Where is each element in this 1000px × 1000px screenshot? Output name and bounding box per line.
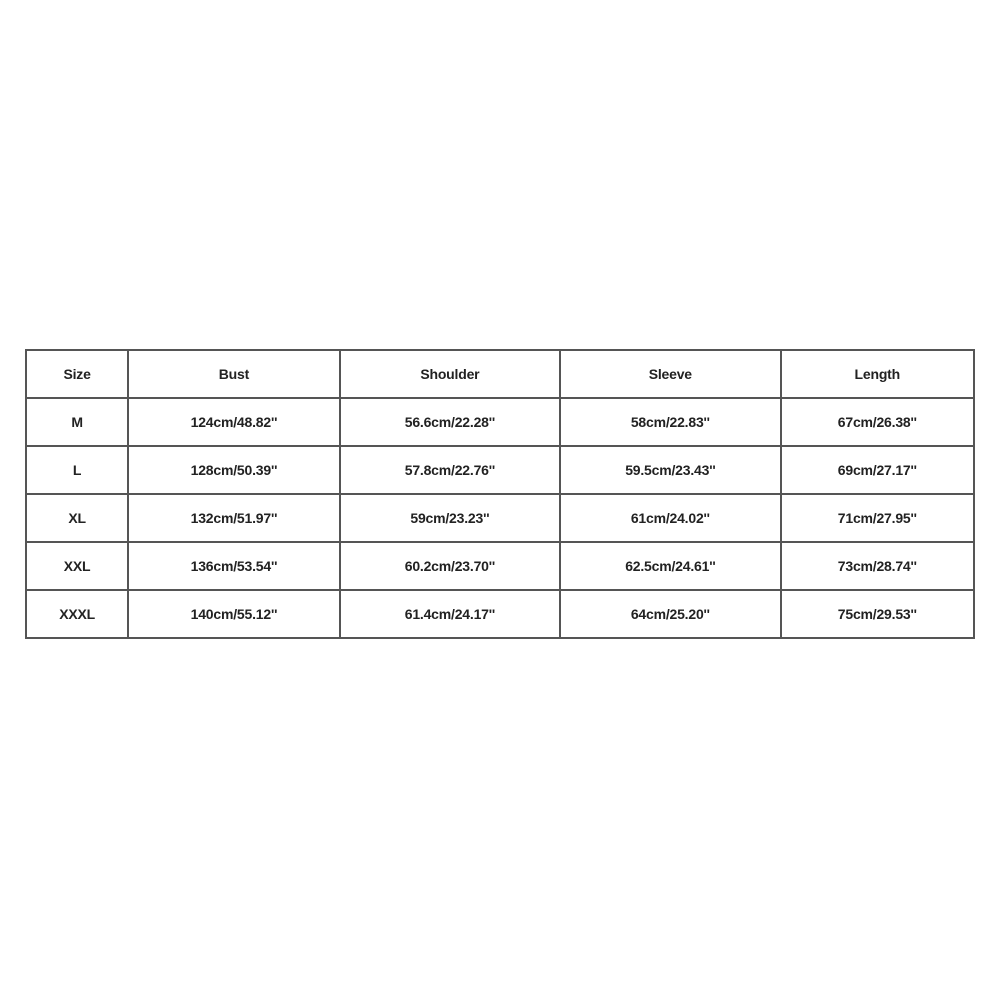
bust-cell: 132cm/51.97'' — [128, 494, 339, 542]
header-bust: Bust — [128, 350, 339, 398]
shoulder-cell: 57.8cm/22.76'' — [340, 446, 560, 494]
length-cell: 71cm/27.95'' — [781, 494, 974, 542]
size-chart-table — [25, 349, 975, 639]
table-row — [26, 398, 974, 446]
sleeve-cell: 62.5cm/24.61'' — [560, 542, 780, 590]
size-cell: XL — [26, 494, 128, 542]
sleeve-cell: 64cm/25.20'' — [560, 590, 780, 638]
size-cell: L — [26, 446, 128, 494]
table-row — [26, 542, 974, 590]
bust-cell: 140cm/55.12'' — [128, 590, 339, 638]
sleeve-cell: 58cm/22.83'' — [560, 398, 780, 446]
header-row — [26, 350, 974, 398]
size-cell: XXL — [26, 542, 128, 590]
length-cell: 67cm/26.38'' — [781, 398, 974, 446]
shoulder-cell: 56.6cm/22.28'' — [340, 398, 560, 446]
header-sleeve: Sleeve — [560, 350, 780, 398]
shoulder-cell: 61.4cm/24.17'' — [340, 590, 560, 638]
length-cell: 69cm/27.17'' — [781, 446, 974, 494]
sleeve-cell: 61cm/24.02'' — [560, 494, 780, 542]
header-shoulder: Shoulder — [340, 350, 560, 398]
table-row — [26, 494, 974, 542]
header-size: Size — [26, 350, 128, 398]
bust-cell: 136cm/53.54'' — [128, 542, 339, 590]
shoulder-cell: 60.2cm/23.70'' — [340, 542, 560, 590]
table-row — [26, 446, 974, 494]
length-cell: 73cm/28.74'' — [781, 542, 974, 590]
length-cell: 75cm/29.53'' — [781, 590, 974, 638]
sleeve-cell: 59.5cm/23.43'' — [560, 446, 780, 494]
table-row — [26, 590, 974, 638]
bust-cell: 124cm/48.82'' — [128, 398, 339, 446]
size-cell: M — [26, 398, 128, 446]
shoulder-cell: 59cm/23.23'' — [340, 494, 560, 542]
size-cell: XXXL — [26, 590, 128, 638]
header-length: Length — [781, 350, 974, 398]
bust-cell: 128cm/50.39'' — [128, 446, 339, 494]
